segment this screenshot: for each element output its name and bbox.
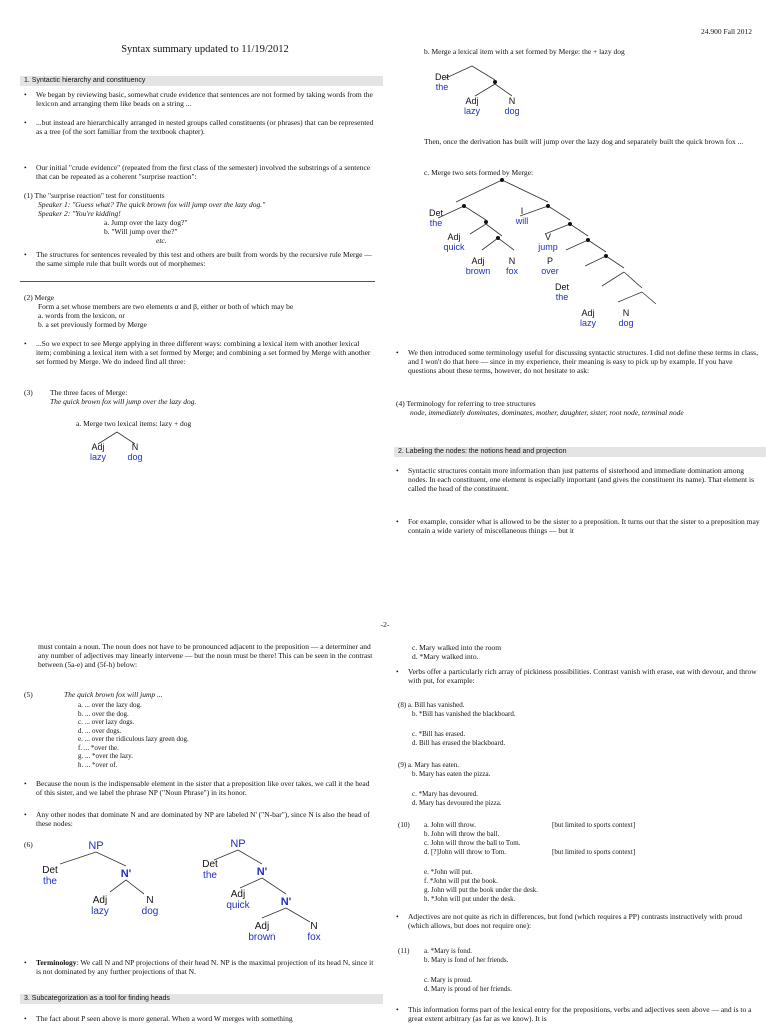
ex4-body: node, immediately dominates, dominates, mother, daughter, sister, root node, terminal node xyxy=(410,408,684,417)
label-nbar: N' xyxy=(280,896,292,908)
ex1-a: a. Jump over the lazy dog?" xyxy=(104,218,188,227)
ex5-h: h. ... *over of. xyxy=(78,760,118,769)
node-det: Det xyxy=(202,859,218,870)
ex8-b: b. *Bill has vanished the blackboard. xyxy=(412,710,516,718)
pp-dot xyxy=(586,238,590,242)
continued-paragraph: must contain a noun. The noun does not have to be pronounced adjacent to the preposition — a determiner and any number of adjectives may linearly intervene — but the noun must be there! This can be seen in the contrast between (5a-e) and (5f-h) below: xyxy=(38,642,373,669)
word-fox: fox xyxy=(307,932,321,943)
ex9-b: b. Mary has eaten the pizza. xyxy=(412,770,491,778)
ex11-c: c. Mary is proud. xyxy=(424,976,473,984)
bullet-three-ways: • ...So we expect to see Merge applying in three different ways: combining a lexical item with another lexical item; combining a lexical item with a set formed by Merge; and combining a set formed by Merge with another set formed by Merge. We do indeed find all three: xyxy=(24,339,371,366)
ex6-number: (6) xyxy=(24,840,33,849)
ex1-title: (1) The "surprise reaction" test for constituents xyxy=(24,191,165,200)
word-jump: jump xyxy=(538,242,558,252)
page-title: Syntax summary updated to 11/19/2012 xyxy=(121,44,289,55)
ex3-title: The three faces of Merge: xyxy=(50,388,128,397)
then-paragraph: Then, once the derivation has built will jump over the lazy dog and separately built the quick brown fox ... xyxy=(424,137,744,146)
label-nbar: N' xyxy=(256,866,268,878)
ex4-title: (4) Terminology for referring to tree structures xyxy=(396,399,536,408)
ex10-b: b. John will throw the ball. xyxy=(424,830,500,838)
node-adj: Adj xyxy=(92,895,108,906)
ex10-g: g. John will put the book under the desk. xyxy=(424,886,538,894)
tree-3c xyxy=(420,176,650,334)
nbar-dot xyxy=(496,236,500,240)
label-nbar: N' xyxy=(120,868,132,880)
np-inner-dot xyxy=(484,220,488,224)
section-3-heading: 3. Subcategorization as a tool for finding heads xyxy=(20,994,383,1004)
ex11-d: d. Mary is proud of her friends. xyxy=(424,985,512,993)
merge-definition: Form a set whose members are two elements α and β, either or both of which may be xyxy=(38,302,294,311)
ex5-d: d. ... over dogs. xyxy=(78,726,122,735)
node-adj: Adj xyxy=(447,232,461,242)
word-lazy: lazy xyxy=(579,318,596,328)
ex10-d: d. [?]John will throw to Tom. xyxy=(424,848,507,856)
node-adj: Adj xyxy=(471,256,485,266)
node-adj: Adj xyxy=(465,96,479,106)
ex3-c: c. Merge two sets formed by Merge: xyxy=(424,168,534,177)
node-adj: Adj xyxy=(230,889,246,900)
word-dog: dog xyxy=(618,318,634,328)
subject-dot xyxy=(462,204,466,208)
section-1-heading: 1. Syntactic hierarchy and constituency xyxy=(20,76,383,86)
node-n: N xyxy=(508,256,516,266)
node-p: P xyxy=(546,256,553,266)
section-2-heading: 2. Labeling the nodes: the notions head and projection xyxy=(394,447,766,457)
ex10-c: c. John will throw the ball to Tom. xyxy=(424,839,521,847)
node-n: N xyxy=(131,442,139,452)
ex10-number: (10) xyxy=(398,821,410,829)
word-fox: fox xyxy=(505,266,518,276)
word-over: over xyxy=(541,266,559,276)
tree-3b xyxy=(420,58,540,120)
divider xyxy=(20,281,375,282)
tree-6-right xyxy=(196,836,366,948)
ex9-c: c. *Mary has devoured. xyxy=(412,790,478,798)
page-number: -2- xyxy=(380,620,390,629)
ex5-g: g. ... *over the lazy. xyxy=(78,752,133,760)
ex2-title: (2) Merge xyxy=(24,293,55,302)
ex3-b: b. Merge a lexical item with a set formed by Merge: the + lazy dog xyxy=(424,47,625,56)
word-brown: brown xyxy=(248,932,276,943)
label-np: NP xyxy=(88,840,104,852)
node-det: Det xyxy=(428,208,443,218)
node-dot xyxy=(493,80,497,84)
terminology-text: : We call N and NP projections of their head N. NP is the maximal projection of its head N, since it is not dominated by any further projections of that N. xyxy=(36,958,374,976)
ex3-number: (3) xyxy=(24,388,33,397)
ex7-c: c. Mary walked into the room xyxy=(412,643,502,652)
node-n: N xyxy=(310,921,318,932)
ex10-e: e. *John will put. xyxy=(424,868,473,876)
node-adj: Adj xyxy=(254,921,270,932)
word-dog: dog xyxy=(504,106,520,116)
ex9-a: (9) a. Mary has eaten. xyxy=(398,761,460,769)
ex8-c: c. *Bill has erased. xyxy=(412,730,466,738)
bullet-verbs: • Verbs offer a particularly rich array of pickiness possibilities. Contrast vanish with erase, eat with devour, and throw with put, for example: xyxy=(396,667,757,685)
course-label: 24.900 Fall 2012 xyxy=(700,27,752,36)
ex3-a: a. Merge two lexical items: lazy + dog xyxy=(76,419,192,428)
ex1-b: b. "Will jump over the?" xyxy=(104,227,178,236)
word-quick: quick xyxy=(443,242,465,252)
word-will: will xyxy=(515,216,529,226)
ex7-d: d. *Mary walked into. xyxy=(412,652,479,661)
ex5-c: c. ... over lazy dogs. xyxy=(78,718,135,726)
predicate-dot xyxy=(546,204,550,208)
node-n: N xyxy=(622,308,630,318)
node-n: N xyxy=(508,96,516,106)
ex5-b: b. ... over the dog. xyxy=(78,709,129,718)
word-the: the xyxy=(429,218,443,228)
word-lazy: lazy xyxy=(463,106,480,116)
tree-6-left xyxy=(30,838,180,928)
bullet-constituents: • ...but instead are hierarchically arranged in nested groups called constituents (or phrases) that can be represented as a tree (of the sort familiar from the textbook chapter). xyxy=(24,118,374,136)
ex1-etc: etc. xyxy=(156,236,167,245)
word-brown: brown xyxy=(465,266,491,276)
ex1-speaker2: Speaker 2: "You're kidding! xyxy=(38,209,121,218)
ex8-a: (8) a. Bill has vanished. xyxy=(398,701,465,709)
vp-dot xyxy=(568,222,572,226)
ex1-speaker1: Speaker 1: "Guess what? The quick brown fox will jump over the lazy dog." xyxy=(38,200,266,209)
ex9-d: d. Mary has devoured the pizza. xyxy=(412,799,502,807)
ex3-sentence: The quick brown fox will jump over the lazy dog. xyxy=(50,397,197,406)
ex10-note: [but limited to sports context] xyxy=(552,848,636,856)
node-det: Det xyxy=(554,282,569,292)
bullet-projection: • Terminology: We call N and NP projections of their head N. NP is the maximal projection of its head N, since it is not dominated by any further projections of that N. xyxy=(24,958,374,976)
ex11-b: b. Mary is fond of her friends. xyxy=(424,956,509,964)
bullet-preposition: • For example, consider what is allowed to be the sister to a preposition. It turns out that the sister to a preposition may contain a wide variety of miscellaneous things — but it xyxy=(396,517,760,535)
word-the: the xyxy=(203,870,217,881)
node-adj: Adj xyxy=(91,442,105,452)
word-the: the xyxy=(435,82,449,92)
merge-a: a. words from the lexicon, or xyxy=(38,311,125,320)
bullet-crude-evidence: • Our initial "crude evidence" (repeated from the first class of the semester) involved the substrings of a sentence that can be repeated as a coherent "surprise reaction": xyxy=(24,163,371,181)
label-np: NP xyxy=(230,838,246,850)
bullet-head: • Syntactic structures contain more information than just patterns of sisterhood and immediate domination among nodes. In each constituent, one element is especially important (and gives the constituent its name). That element is called the head of the constituent. xyxy=(396,466,755,493)
word-the: the xyxy=(555,292,569,302)
node-v: V xyxy=(544,232,551,242)
node-det: Det xyxy=(42,865,58,876)
tree-3a xyxy=(80,430,170,466)
ex10-h: h. *John will put under the desk. xyxy=(424,895,516,903)
bullet-recursive-merge: • The structures for sentences revealed by this test and others are built from words by the recursive rule Merge —the same simple rule that built words out of morphemes: xyxy=(24,250,372,268)
bullet-terminology: • We then introduced some terminology useful for discussing syntactic structures. I did not define these terms in class, and I won't do that here — since in my experience, their meaning is easy to pick up by example. If you have questions about these terms, however, do not hesitate to ask: xyxy=(396,348,758,375)
ex5-number: (5) xyxy=(24,690,33,699)
ex8-d: d. Bill has erased the blackboard. xyxy=(412,739,506,747)
ex11-a: a. *Mary is fond. xyxy=(424,947,473,955)
word-dog: dog xyxy=(141,906,159,917)
node-adj: Adj xyxy=(581,308,595,318)
terminology-label: Terminology xyxy=(36,958,77,967)
bullet-nbar: • Any other nodes that dominate N and are dominated by NP are labeled N' ("N-bar"), since N is also the head of these nodes: xyxy=(24,810,370,828)
ex10-a: a. John will throw. xyxy=(424,821,476,829)
root-dot xyxy=(500,178,504,182)
ex10-note: [but limited to sports context] xyxy=(552,821,636,829)
node-n: N xyxy=(146,895,154,906)
merge-b: b. a set previously formed by Merge xyxy=(38,320,147,329)
node-det: Det xyxy=(434,72,449,82)
ex5-e: e. ... over the ridiculous lazy green dog. xyxy=(78,735,189,743)
ex11-number: (11) xyxy=(398,947,410,955)
ex10-f: f. *John will put the book. xyxy=(424,877,498,885)
bullet-subcat: • The fact about P seen above is more general. When a word W merges with something xyxy=(24,1014,293,1023)
ex5-a: a. ... over the lazy dog. xyxy=(78,701,142,709)
ex5-f: f. ... *over the. xyxy=(78,743,119,752)
bullet-adjectives: • Adjectives are not quite as rich in differences, but fond (which requires a PP) contrasts instructively with proud (which allows, but does not require one): xyxy=(396,912,742,930)
word-lazy: lazy xyxy=(91,906,109,917)
bullet-beads: • We began by reviewing basic, somewhat crude evidence that sentences are not formed by taking words from the lexicon and arranging them like beads on a string ... xyxy=(24,90,373,108)
word-the: the xyxy=(43,876,57,887)
word-lazy: lazy xyxy=(89,452,106,462)
bullet-lexical-entry: • This information forms part of the lexical entry for the prepositions, verbs and adjectives seen above — and is to a great extent arbitrary (as far as we know). It is xyxy=(396,1005,752,1023)
ex5-title: The quick brown fox will jump ... xyxy=(64,690,163,699)
obj-dot xyxy=(604,254,608,258)
word-quick: quick xyxy=(226,900,250,911)
node-i: I xyxy=(520,206,524,216)
bullet-np: • Because the noun is the indispensable element in the sister that a preposition like over takes, we call it the head of this sister, and we label the phrase NP ("Noun Phrase") in its honor. xyxy=(24,779,370,797)
word-dog: dog xyxy=(127,452,143,462)
